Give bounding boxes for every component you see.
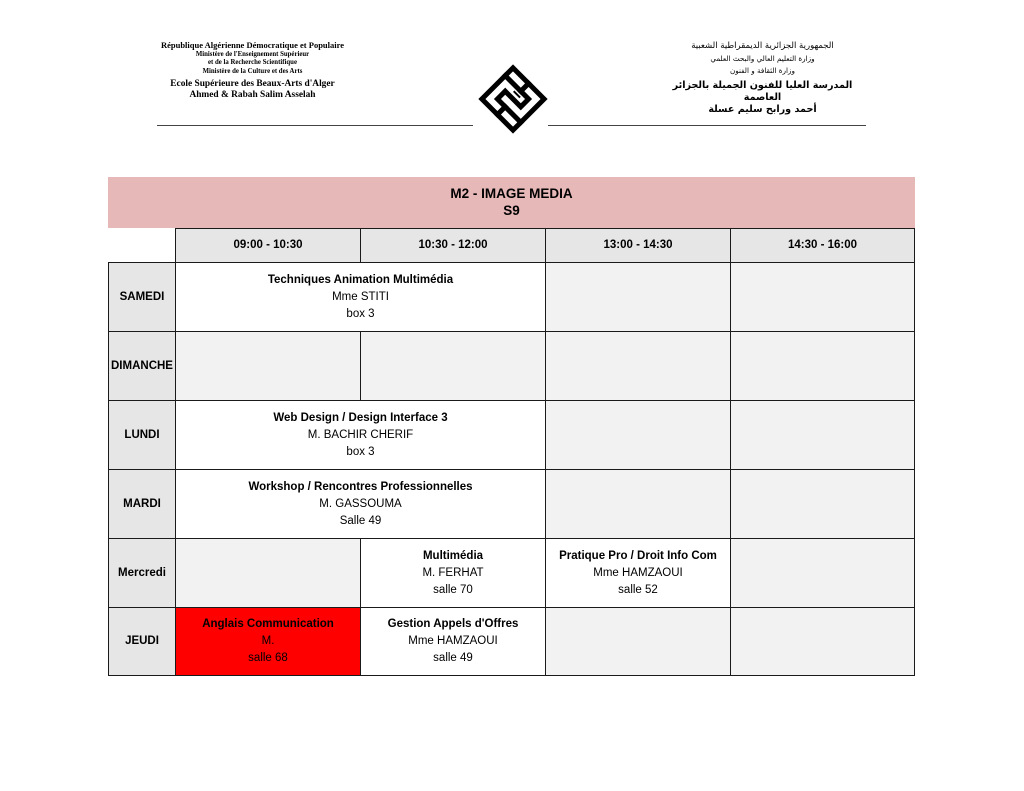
room-name: box 3 [346, 445, 375, 458]
room-name: salle 52 [618, 583, 658, 596]
ministry-culture-line-ar: وزارة الثقافة و الفنون [730, 66, 795, 75]
school-name-ar: المدرسة العليا للفنون الجميلة بالجزائر العاصمة [672, 80, 853, 103]
empty-slot [730, 262, 915, 332]
empty-slot [175, 538, 361, 608]
course-name: Gestion Appels d'Offres [387, 618, 519, 630]
time-slot-header-4: 14:30 - 16:00 [730, 228, 915, 263]
room-name: salle 70 [433, 583, 473, 596]
ministry-line-2: et de la Recherche Scientifique [208, 59, 297, 67]
room-name: salle 68 [248, 652, 288, 664]
day-label-mardi: MARDI [108, 469, 176, 539]
school-subname: Ahmed & Rabah Salim Asselah [189, 90, 316, 101]
course-name: Multimédia [422, 549, 484, 562]
session-lundi-morning [175, 400, 546, 470]
empty-slot [730, 607, 915, 676]
teacher-name: M. [261, 635, 275, 647]
school-subname-ar: أحمد ورابح سليم عسلة [708, 104, 817, 115]
course-name: Web Design / Design Interface 3 [273, 411, 448, 424]
teacher-name: M. FERHAT [422, 566, 484, 579]
empty-slot [545, 400, 731, 470]
course-name: Anglais Communication [202, 618, 334, 630]
empty-slot [730, 400, 915, 470]
session-samedi-morning [175, 262, 546, 332]
session-mercredi-slot2 [360, 538, 546, 608]
teacher-name: Mme HAMZAOUI [408, 635, 498, 647]
ministry-culture-line: Ministère de la Culture et des Arts [202, 67, 303, 75]
teacher-name: Mme STITI [332, 290, 389, 303]
teacher-name: Mme HAMZAOUI [593, 566, 683, 579]
day-label-dimanche: DIMANCHE [108, 331, 176, 401]
school-name: Ecole Supérieure des Beaux-Arts d'Alger [170, 79, 335, 90]
session-jeudi-slot1-highlighted [175, 607, 361, 676]
day-label-mercredi: Mercredi [108, 538, 176, 608]
room-name: Salle 49 [339, 514, 382, 527]
day-label-lundi: LUNDI [108, 400, 176, 470]
session-mercredi-slot3 [545, 538, 731, 608]
empty-slot [730, 538, 915, 608]
teacher-name: M. BACHIR CHERIF [307, 428, 414, 441]
timetable-semester: S9 [503, 203, 520, 218]
day-label-samedi: SAMEDI [108, 262, 176, 332]
republic-line-ar: الجمهورية الجزائرية الديمقراطية الشعبية [691, 41, 834, 51]
day-label-jeudi: JEUDI [108, 607, 176, 676]
course-name: Pratique Pro / Droit Info Com [559, 549, 717, 562]
time-slot-header-1: 09:00 - 10:30 [175, 228, 361, 263]
ministry-line-ar: وزارة التعليم العالي والبحث العلمي [710, 54, 815, 63]
empty-slot [545, 469, 731, 539]
republic-line: République Algérienne Démocratique et Populaire [160, 40, 345, 50]
teacher-name: M. GASSOUMA [319, 497, 402, 510]
empty-slot [730, 469, 915, 539]
room-name: salle 49 [433, 652, 473, 664]
timetable-title: M2 - IMAGE MEDIA [450, 186, 573, 201]
course-name: Techniques Animation Multimédia [267, 273, 454, 286]
time-slot-header-2: 10:30 - 12:00 [360, 228, 546, 263]
empty-slot [545, 331, 731, 401]
empty-slot [360, 331, 546, 401]
room-name: box 3 [346, 307, 375, 320]
time-slot-header-3: 13:00 - 14:30 [545, 228, 731, 263]
course-name: Workshop / Rencontres Professionnelles [248, 480, 473, 493]
empty-slot [175, 331, 361, 401]
ministry-line: Ministère de l'Enseignement Supérieur [195, 51, 310, 58]
session-mardi-morning [175, 469, 546, 539]
session-jeudi-slot2 [360, 607, 546, 676]
empty-slot [545, 607, 731, 676]
empty-slot [730, 331, 915, 401]
empty-slot [545, 262, 731, 332]
